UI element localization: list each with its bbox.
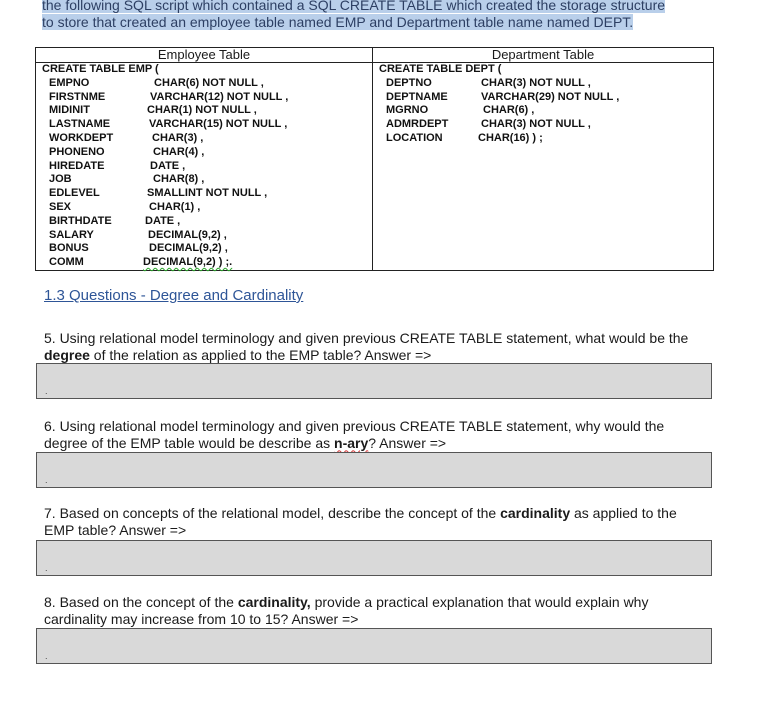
emp-column-row: SEX CHAR(1) , xyxy=(49,200,201,213)
dept-column-row: MGRNO CHAR(6) , xyxy=(386,104,535,117)
question-6: 6. Using relational model terminology and given previous CREATE TABLE statement, why would the degree of the EMP table would be describe as n-ary? Answer => xyxy=(44,418,665,451)
dept-column-row: DEPTNO CHAR(3) NOT NULL , xyxy=(386,76,591,89)
emp-column-row: EMPNO CHAR(6) NOT NULL , xyxy=(49,76,264,89)
emp-column-row: LASTNAME VARCHAR(15) NOT NULL , xyxy=(49,118,288,131)
emp-column-row: EDLEVEL SMALLINT NOT NULL , xyxy=(49,187,268,200)
intro-line-2: to store that created an employee table named EMP and Department table name named DEPT. xyxy=(42,14,634,30)
dept-column-row: DEPTNAME VARCHAR(29) NOT NULL , xyxy=(386,90,620,103)
question-8: 8. Based on the concept of the cardinality, provide a practical explanation that would explain why cardinality may increase from 10 to 15? Answer => xyxy=(44,594,649,627)
emp-create-statement: CREATE TABLE EMP ( xyxy=(42,63,159,75)
dept-column-row: LOCATION CHAR(16) ) ; xyxy=(386,131,543,144)
dept-create-statement: CREATE TABLE DEPT ( xyxy=(379,63,502,75)
intro-paragraph xyxy=(42,0,704,31)
answer-7-placeholder: . xyxy=(45,563,48,573)
emp-column-row: WORKDEPT CHAR(3) , xyxy=(49,131,204,144)
emp-column-row: BIRTHDATE DATE , xyxy=(49,214,181,227)
answer-8-placeholder: . xyxy=(45,651,48,661)
answer-5-field[interactable] xyxy=(36,363,712,399)
department-sql-cell xyxy=(373,63,714,271)
intro-line-1: the following SQL script which contained a SQL CREATE TABLE which created the storage structure xyxy=(42,0,665,13)
answer-5-placeholder: . xyxy=(45,386,48,396)
answer-6-placeholder: . xyxy=(45,475,48,485)
answer-8-field[interactable] xyxy=(36,628,712,664)
emp-column-row: MIDINIT CHAR(1) NOT NULL , xyxy=(49,104,257,117)
emp-column-row: JOB CHAR(8) , xyxy=(49,173,205,186)
dept-column-row: ADMRDEPT CHAR(3) NOT NULL , xyxy=(386,118,591,131)
answer-7-field[interactable] xyxy=(36,540,712,576)
department-table-header: Department Table xyxy=(373,48,714,63)
emp-column-row: COMM DECIMAL(9,2) ) ;. xyxy=(49,256,233,269)
answer-6-field[interactable] xyxy=(36,452,712,488)
sql-tables xyxy=(35,47,714,271)
question-7: 7. Based on concepts of the relational model, describe the concept of the cardinality as applied to the EMP table? Answer => xyxy=(44,505,677,538)
section-heading: 1.3 Questions - Degree and Cardinality xyxy=(44,287,304,304)
employee-table-header: Employee Table xyxy=(36,48,373,63)
emp-column-row: BONUS DECIMAL(9,2) , xyxy=(49,242,228,255)
employee-sql-cell xyxy=(36,63,373,271)
emp-column-row: FIRSTNME VARCHAR(12) NOT NULL , xyxy=(49,90,289,103)
question-5: 5. Using relational model terminology and given previous CREATE TABLE statement, what would be the degree of the relation as applied to the EMP table? Answer => xyxy=(44,330,689,363)
emp-column-row: SALARY DECIMAL(9,2) , xyxy=(49,228,227,241)
emp-column-row: HIREDATE DATE , xyxy=(49,159,186,172)
emp-column-row: PHONENO CHAR(4) , xyxy=(49,145,205,158)
